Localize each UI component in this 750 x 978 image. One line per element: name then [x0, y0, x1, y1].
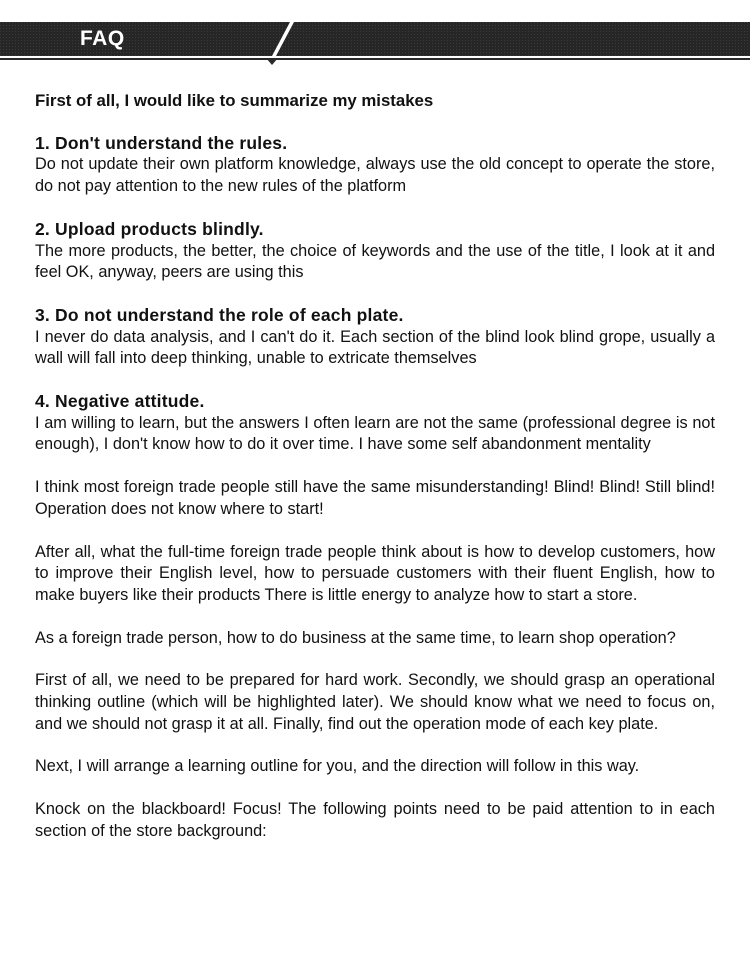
mistake-title: 4. Negative attitude.: [35, 391, 205, 412]
intro-heading: First of all, I would like to summarize my mistakes: [35, 91, 434, 110]
paragraph: First of all, we need to be prepared for hard work. Secondly, we should grasp an operational thinking outline (which will be highlighted later). We should know what we need to focus on, and we should not grasp it at all. Finally, find out the operation mode of each key plate.: [35, 671, 715, 733]
mistake-item: [35, 219, 715, 284]
paragraph: Knock on the blackboard! Focus! The following points need to be paid attention to in each section of the store background:: [35, 800, 715, 840]
mistake-title: 3. Do not understand the role of each plate.: [35, 304, 404, 325]
mistake-item: [35, 133, 715, 198]
mistake-title: 2. Upload products blindly.: [35, 218, 264, 239]
mistake-body: The more products, the better, the choice of keywords and the use of the title, I look at it and feel OK, anyway, peers are using this: [35, 241, 715, 282]
mistake-body: I never do data analysis, and I can't do it. Each section of the blind look blind grope, usually a wall will fall into deep thinking, unable to extricate themselves: [35, 327, 715, 368]
paragraph: After all, what the full-time foreign trade people think about is how to develop customers, how to improve their English level, how to persuade customers with their fluent English, how to make buyers like their products There is little energy to analyze how to start a store.: [35, 542, 715, 604]
mistake-body: Do not update their own platform knowledge, always use the old concept to operate the store, do not pay attention to the new rules of the platform: [35, 155, 715, 196]
paragraph: I think most foreign trade people still have the same misunderstanding! Blind! Blind! Still blind! Operation does not know where to start!: [35, 478, 715, 518]
page-title: FAQ: [80, 27, 125, 50]
mistake-item: [35, 391, 715, 456]
faq-banner: [0, 22, 750, 60]
mistake-item: [35, 305, 715, 370]
paragraph: As a foreign trade person, how to do business at the same time, to learn shop operation?: [35, 628, 676, 647]
paragraph: Next, I will arrange a learning outline for you, and the direction will follow in this way.: [35, 757, 640, 776]
faq-content: [35, 90, 715, 864]
banner-notch-icon: [266, 58, 278, 65]
mistake-body: I am willing to learn, but the answers I often learn are not the same (professional degree is not enough), I don't know how to do it over time. I have some self abandonment mentality: [35, 413, 715, 454]
mistake-title: 1. Don't understand the rules.: [35, 132, 288, 153]
